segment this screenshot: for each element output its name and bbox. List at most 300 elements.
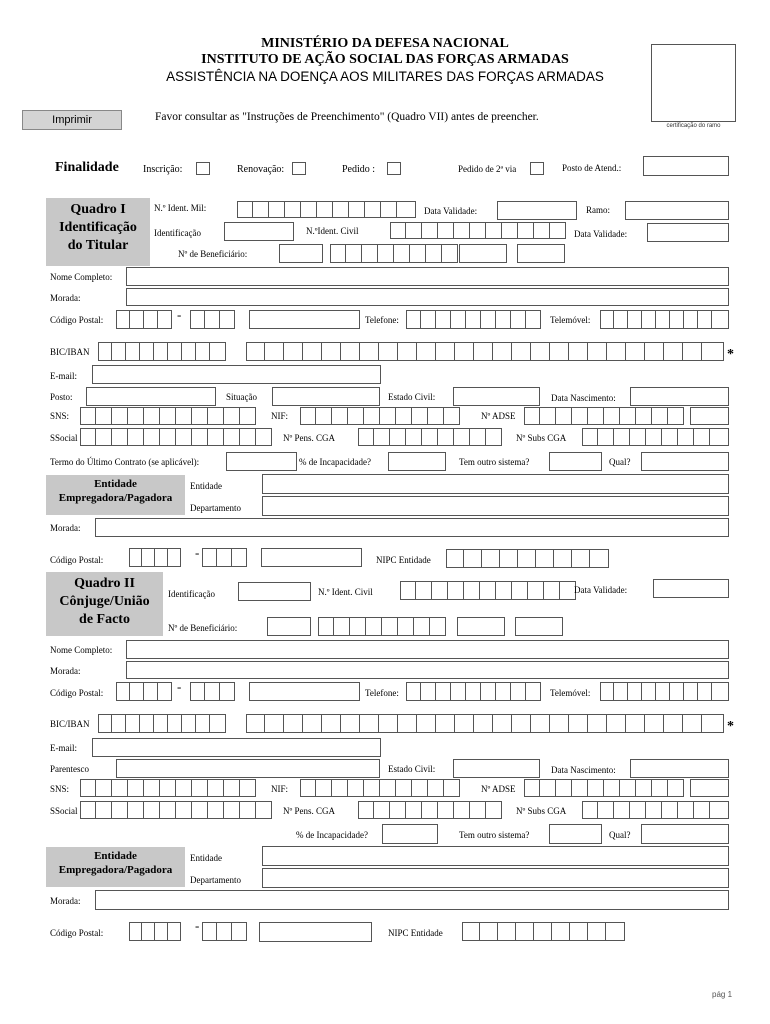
input-cell[interactable]	[140, 342, 154, 361]
input-cell[interactable]	[190, 682, 205, 701]
input-cell[interactable]	[628, 682, 642, 701]
input-cell[interactable]	[511, 310, 526, 329]
input-cell[interactable]	[486, 801, 502, 819]
input-cell[interactable]	[176, 407, 192, 425]
input-cell[interactable]	[482, 549, 500, 568]
q2-telefone-cells[interactable]	[406, 682, 541, 701]
input-cell[interactable]	[600, 682, 614, 701]
incapacidade-input[interactable]	[388, 452, 446, 471]
input-cell[interactable]	[572, 407, 588, 425]
entidade-1-morada-input[interactable]	[95, 518, 729, 537]
input-cell[interactable]	[620, 407, 636, 425]
input-cell[interactable]	[303, 342, 322, 361]
entidade-1-cp-cells-2[interactable]	[202, 548, 247, 567]
entidade-2-cp-cells-2[interactable]	[202, 922, 247, 941]
input-cell[interactable]	[80, 428, 96, 446]
input-cell[interactable]	[550, 342, 569, 361]
input-cell[interactable]	[582, 428, 598, 446]
input-cell[interactable]	[556, 407, 572, 425]
input-cell[interactable]	[160, 428, 176, 446]
input-cell[interactable]	[400, 581, 416, 600]
input-cell[interactable]	[526, 310, 541, 329]
input-cell[interactable]	[496, 310, 511, 329]
estado-civil-input[interactable]	[453, 387, 540, 406]
entidade-1-input[interactable]	[262, 474, 729, 494]
input-cell[interactable]	[322, 714, 341, 733]
input-cell[interactable]	[126, 714, 140, 733]
input-cell[interactable]	[630, 801, 646, 819]
input-cell[interactable]	[366, 617, 382, 636]
input-cell[interactable]	[470, 222, 486, 239]
input-cell[interactable]	[531, 342, 550, 361]
input-cell[interactable]	[550, 714, 569, 733]
nif-cells[interactable]	[300, 407, 460, 425]
input-cell[interactable]	[412, 779, 428, 797]
input-cell[interactable]	[454, 222, 470, 239]
input-cell[interactable]	[656, 310, 670, 329]
input-cell[interactable]	[470, 801, 486, 819]
input-cell[interactable]	[406, 222, 422, 239]
input-cell[interactable]	[480, 922, 498, 941]
qual-input[interactable]	[641, 452, 729, 471]
termo-input[interactable]	[226, 452, 297, 471]
input-cell[interactable]	[301, 201, 317, 218]
pens-cga-cells[interactable]	[358, 428, 502, 446]
input-cell[interactable]	[379, 342, 398, 361]
input-cell[interactable]	[512, 581, 528, 600]
input-cell[interactable]	[496, 581, 512, 600]
input-cell[interactable]	[128, 428, 144, 446]
input-cell[interactable]	[160, 407, 176, 425]
input-cell[interactable]	[662, 801, 678, 819]
q2-beneficiario-cells[interactable]	[318, 617, 446, 636]
q2-adse-cells[interactable]	[524, 779, 684, 797]
input-cell[interactable]	[176, 428, 192, 446]
input-cell[interactable]	[192, 779, 208, 797]
q2-beneficiario-input-2[interactable]	[457, 617, 505, 636]
input-cell[interactable]	[552, 922, 570, 941]
input-cell[interactable]	[481, 310, 496, 329]
input-cell[interactable]	[154, 714, 168, 733]
q2-iban-cells[interactable]	[246, 714, 724, 733]
input-cell[interactable]	[160, 779, 176, 797]
input-cell[interactable]	[318, 617, 334, 636]
input-cell[interactable]	[604, 779, 620, 797]
input-cell[interactable]	[606, 922, 625, 941]
input-cell[interactable]	[129, 548, 142, 567]
input-cell[interactable]	[694, 801, 710, 819]
input-cell[interactable]	[246, 342, 265, 361]
input-cell[interactable]	[129, 922, 142, 941]
input-cell[interactable]	[502, 222, 518, 239]
input-cell[interactable]	[444, 407, 460, 425]
input-cell[interactable]	[155, 922, 168, 941]
input-cell[interactable]	[426, 244, 442, 263]
input-cell[interactable]	[348, 407, 364, 425]
input-cell[interactable]	[190, 310, 205, 329]
input-cell[interactable]	[481, 682, 496, 701]
input-cell[interactable]	[518, 222, 534, 239]
input-cell[interactable]	[300, 407, 316, 425]
posto-input[interactable]	[86, 387, 216, 406]
input-cell[interactable]	[493, 342, 512, 361]
input-cell[interactable]	[284, 342, 303, 361]
input-cell[interactable]	[205, 682, 220, 701]
input-cell[interactable]	[470, 428, 486, 446]
input-cell[interactable]	[607, 714, 626, 733]
input-cell[interactable]	[512, 342, 531, 361]
input-cell[interactable]	[208, 428, 224, 446]
input-cell[interactable]	[438, 801, 454, 819]
input-cell[interactable]	[130, 310, 144, 329]
input-cell[interactable]	[176, 779, 192, 797]
q2-ssocial-cells[interactable]	[80, 801, 272, 819]
input-cell[interactable]	[646, 801, 662, 819]
input-cell[interactable]	[265, 714, 284, 733]
input-cell[interactable]	[664, 342, 683, 361]
input-cell[interactable]	[130, 682, 144, 701]
input-cell[interactable]	[390, 801, 406, 819]
input-cell[interactable]	[524, 407, 540, 425]
ramo-input[interactable]	[625, 201, 729, 220]
input-cell[interactable]	[96, 801, 112, 819]
beneficiario-input-1[interactable]	[279, 244, 323, 263]
input-cell[interactable]	[614, 682, 628, 701]
input-cell[interactable]	[378, 244, 394, 263]
input-cell[interactable]	[536, 549, 554, 568]
input-cell[interactable]	[572, 779, 588, 797]
input-cell[interactable]	[330, 244, 346, 263]
input-cell[interactable]	[182, 714, 196, 733]
input-cell[interactable]	[626, 342, 645, 361]
input-cell[interactable]	[210, 714, 226, 733]
input-cell[interactable]	[176, 801, 192, 819]
input-cell[interactable]	[168, 714, 182, 733]
input-cell[interactable]	[710, 801, 729, 819]
input-cell[interactable]	[220, 682, 235, 701]
input-cell[interactable]	[144, 779, 160, 797]
entidade-2-nipc-cells[interactable]	[462, 922, 625, 941]
input-cell[interactable]	[396, 779, 412, 797]
input-cell[interactable]	[683, 714, 702, 733]
input-cell[interactable]	[210, 342, 226, 361]
input-cell[interactable]	[474, 714, 493, 733]
input-cell[interactable]	[112, 801, 128, 819]
input-cell[interactable]	[168, 922, 181, 941]
input-cell[interactable]	[224, 779, 240, 797]
departamento-1-input[interactable]	[262, 496, 729, 516]
input-cell[interactable]	[414, 617, 430, 636]
input-cell[interactable]	[144, 682, 158, 701]
nome-input[interactable]	[126, 267, 729, 286]
q2-data-validade-input[interactable]	[653, 579, 729, 598]
input-cell[interactable]	[642, 682, 656, 701]
input-cell[interactable]	[224, 407, 240, 425]
input-cell[interactable]	[698, 682, 712, 701]
input-cell[interactable]	[607, 342, 626, 361]
input-cell[interactable]	[436, 342, 455, 361]
telemovel-cells[interactable]	[600, 310, 729, 329]
input-cell[interactable]	[406, 801, 422, 819]
input-cell[interactable]	[432, 581, 448, 600]
entidade-1-nipc-cells[interactable]	[446, 549, 609, 568]
beneficiario-input-3[interactable]	[517, 244, 565, 263]
input-cell[interactable]	[349, 201, 365, 218]
data-validade-input[interactable]	[497, 201, 577, 220]
input-cell[interactable]	[712, 682, 729, 701]
entidade-2-cp-cells-1[interactable]	[129, 922, 181, 941]
input-cell[interactable]	[451, 310, 466, 329]
input-cell[interactable]	[284, 714, 303, 733]
q2-estado-civil-input[interactable]	[453, 759, 540, 778]
input-cell[interactable]	[588, 714, 607, 733]
q2-incapacidade-input[interactable]	[382, 824, 438, 844]
q2-codigo-postal-cells-2[interactable]	[190, 682, 235, 701]
input-cell[interactable]	[285, 201, 301, 218]
input-cell[interactable]	[398, 617, 414, 636]
input-cell[interactable]	[410, 244, 426, 263]
input-cell[interactable]	[192, 407, 208, 425]
pedido-checkbox[interactable]	[387, 162, 401, 175]
input-cell[interactable]	[422, 801, 438, 819]
input-cell[interactable]	[598, 801, 614, 819]
input-cell[interactable]	[232, 548, 247, 567]
input-cell[interactable]	[455, 714, 474, 733]
ssocial-cells[interactable]	[80, 428, 272, 446]
input-cell[interactable]	[202, 922, 217, 941]
q2-data-nasc-input[interactable]	[630, 759, 729, 778]
q2-beneficiario-input-1[interactable]	[267, 617, 311, 636]
input-cell[interactable]	[462, 922, 480, 941]
input-cell[interactable]	[390, 222, 406, 239]
input-cell[interactable]	[588, 779, 604, 797]
input-cell[interactable]	[98, 714, 112, 733]
input-cell[interactable]	[417, 714, 436, 733]
input-cell[interactable]	[406, 682, 421, 701]
input-cell[interactable]	[406, 428, 422, 446]
input-cell[interactable]	[652, 407, 668, 425]
input-cell[interactable]	[112, 428, 128, 446]
input-cell[interactable]	[662, 428, 678, 446]
input-cell[interactable]	[300, 779, 316, 797]
input-cell[interactable]	[454, 428, 470, 446]
input-cell[interactable]	[570, 922, 588, 941]
input-cell[interactable]	[590, 549, 609, 568]
entidade-1-localidade-input[interactable]	[261, 548, 362, 567]
q2-outro-sistema-input[interactable]	[549, 824, 602, 844]
q2-sns-cells[interactable]	[80, 779, 256, 797]
input-cell[interactable]	[451, 682, 466, 701]
input-cell[interactable]	[454, 801, 470, 819]
input-cell[interactable]	[455, 342, 474, 361]
input-cell[interactable]	[428, 779, 444, 797]
input-cell[interactable]	[341, 342, 360, 361]
input-cell[interactable]	[614, 310, 628, 329]
input-cell[interactable]	[140, 714, 154, 733]
input-cell[interactable]	[474, 342, 493, 361]
input-cell[interactable]	[98, 342, 112, 361]
input-cell[interactable]	[217, 922, 232, 941]
input-cell[interactable]	[256, 801, 272, 819]
q2-morada-input[interactable]	[126, 661, 729, 679]
q2-bic-cells[interactable]	[98, 714, 226, 733]
input-cell[interactable]	[364, 779, 380, 797]
input-cell[interactable]	[466, 310, 481, 329]
input-cell[interactable]	[588, 342, 607, 361]
input-cell[interactable]	[240, 428, 256, 446]
input-cell[interactable]	[430, 617, 446, 636]
input-cell[interactable]	[341, 714, 360, 733]
input-cell[interactable]	[486, 222, 502, 239]
input-cell[interactable]	[636, 407, 652, 425]
input-cell[interactable]	[496, 682, 511, 701]
input-cell[interactable]	[446, 549, 464, 568]
input-cell[interactable]	[80, 801, 96, 819]
input-cell[interactable]	[588, 922, 606, 941]
input-cell[interactable]	[360, 714, 379, 733]
input-cell[interactable]	[224, 801, 240, 819]
input-cell[interactable]	[620, 779, 636, 797]
inscricao-checkbox[interactable]	[196, 162, 210, 175]
input-cell[interactable]	[192, 428, 208, 446]
ident-mil-cells[interactable]	[237, 201, 416, 218]
input-cell[interactable]	[142, 548, 155, 567]
input-cell[interactable]	[464, 549, 482, 568]
telefone-cells[interactable]	[406, 310, 541, 329]
data-nasc-input[interactable]	[630, 387, 729, 406]
entidade-1-cp-cells-1[interactable]	[129, 548, 181, 567]
input-cell[interactable]	[358, 428, 374, 446]
input-cell[interactable]	[628, 310, 642, 329]
input-cell[interactable]	[670, 310, 684, 329]
input-cell[interactable]	[416, 581, 432, 600]
input-cell[interactable]	[600, 310, 614, 329]
input-cell[interactable]	[540, 407, 556, 425]
input-cell[interactable]	[96, 428, 112, 446]
input-cell[interactable]	[380, 407, 396, 425]
input-cell[interactable]	[196, 342, 210, 361]
input-cell[interactable]	[96, 779, 112, 797]
input-cell[interactable]	[116, 682, 130, 701]
renovacao-checkbox[interactable]	[292, 162, 306, 175]
input-cell[interactable]	[333, 201, 349, 218]
entidade-2-input[interactable]	[262, 846, 729, 866]
input-cell[interactable]	[642, 310, 656, 329]
input-cell[interactable]	[614, 801, 630, 819]
beneficiario-input-2[interactable]	[459, 244, 507, 263]
input-cell[interactable]	[436, 682, 451, 701]
input-cell[interactable]	[656, 682, 670, 701]
input-cell[interactable]	[422, 222, 438, 239]
input-cell[interactable]	[240, 801, 256, 819]
input-cell[interactable]	[436, 714, 455, 733]
input-cell[interactable]	[360, 342, 379, 361]
input-cell[interactable]	[438, 222, 454, 239]
input-cell[interactable]	[544, 581, 560, 600]
iban-cells[interactable]	[246, 342, 724, 361]
input-cell[interactable]	[116, 310, 130, 329]
input-cell[interactable]	[524, 779, 540, 797]
input-cell[interactable]	[511, 682, 526, 701]
segunda-via-checkbox[interactable]	[530, 162, 544, 175]
input-cell[interactable]	[253, 201, 269, 218]
print-button[interactable]: Imprimir	[22, 110, 122, 130]
input-cell[interactable]	[168, 548, 181, 567]
input-cell[interactable]	[232, 922, 247, 941]
input-cell[interactable]	[512, 714, 531, 733]
input-cell[interactable]	[155, 548, 168, 567]
input-cell[interactable]	[365, 201, 381, 218]
input-cell[interactable]	[406, 310, 421, 329]
input-cell[interactable]	[645, 714, 664, 733]
codigo-postal-cells-2[interactable]	[190, 310, 235, 329]
q2-codigo-postal-cells-1[interactable]	[116, 682, 172, 701]
input-cell[interactable]	[397, 201, 416, 218]
input-cell[interactable]	[265, 342, 284, 361]
input-cell[interactable]	[112, 779, 128, 797]
input-cell[interactable]	[626, 714, 645, 733]
beneficiario-cells[interactable]	[330, 244, 458, 263]
input-cell[interactable]	[380, 779, 396, 797]
input-cell[interactable]	[493, 714, 512, 733]
input-cell[interactable]	[702, 714, 724, 733]
bic-cells[interactable]	[98, 342, 226, 361]
adse-suffix-input[interactable]	[690, 407, 729, 425]
input-cell[interactable]	[540, 779, 556, 797]
input-cell[interactable]	[381, 201, 397, 218]
input-cell[interactable]	[664, 714, 683, 733]
ident-civil-cells[interactable]	[390, 222, 566, 239]
input-cell[interactable]	[421, 310, 436, 329]
input-cell[interactable]	[526, 682, 541, 701]
input-cell[interactable]	[317, 201, 333, 218]
input-cell[interactable]	[196, 714, 210, 733]
input-cell[interactable]	[332, 407, 348, 425]
input-cell[interactable]	[112, 407, 128, 425]
input-cell[interactable]	[374, 801, 390, 819]
input-cell[interactable]	[480, 581, 496, 600]
input-cell[interactable]	[444, 779, 460, 797]
entidade-2-localidade-input[interactable]	[259, 922, 372, 942]
q2-qual-input[interactable]	[641, 824, 729, 844]
input-cell[interactable]	[531, 714, 550, 733]
input-cell[interactable]	[192, 801, 208, 819]
input-cell[interactable]	[436, 310, 451, 329]
q2-nome-input[interactable]	[126, 640, 729, 659]
input-cell[interactable]	[144, 310, 158, 329]
outro-sistema-input[interactable]	[549, 452, 602, 471]
input-cell[interactable]	[208, 801, 224, 819]
parentesco-input[interactable]	[116, 759, 380, 778]
input-cell[interactable]	[374, 428, 390, 446]
input-cell[interactable]	[569, 714, 588, 733]
input-cell[interactable]	[398, 342, 417, 361]
input-cell[interactable]	[702, 342, 724, 361]
input-cell[interactable]	[516, 922, 534, 941]
input-cell[interactable]	[498, 922, 516, 941]
input-cell[interactable]	[698, 310, 712, 329]
localidade-input[interactable]	[249, 310, 360, 329]
q2-ident-civil-cells[interactable]	[400, 581, 576, 600]
input-cell[interactable]	[422, 428, 438, 446]
input-cell[interactable]	[645, 342, 664, 361]
input-cell[interactable]	[486, 428, 502, 446]
input-cell[interactable]	[464, 581, 480, 600]
q2-pens-cga-cells[interactable]	[358, 801, 502, 819]
input-cell[interactable]	[683, 342, 702, 361]
input-cell[interactable]	[569, 342, 588, 361]
input-cell[interactable]	[534, 922, 552, 941]
